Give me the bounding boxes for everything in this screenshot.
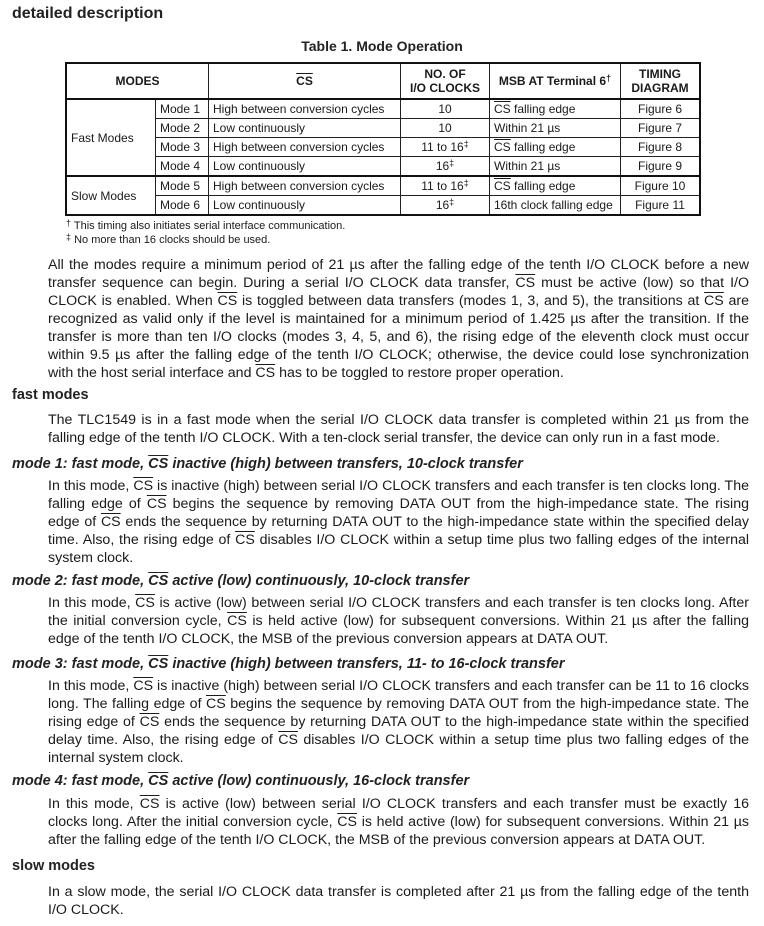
cell-cs: Low continuously <box>209 157 401 177</box>
cell-mode: Mode 1 <box>156 99 209 119</box>
cell-msb <box>490 176 621 196</box>
mode2-heading <box>12 573 469 589</box>
cs-overline: $\overline{CS}$ <box>227 613 247 629</box>
clocks-value: 10 <box>438 121 452 135</box>
dagger-mark: † <box>66 218 72 228</box>
cell-figure: Figure 7 <box>621 119 701 138</box>
cs-overline: $\overline{CS}$ <box>133 478 154 494</box>
cell-clocks <box>401 176 490 196</box>
msb-text: Within 21 µs <box>494 121 561 135</box>
mode3-paragraph <box>48 677 749 767</box>
text: In this mode, <box>48 478 134 494</box>
text: has to be toggled to restore proper operation. <box>275 365 564 381</box>
table-header-row <box>66 63 700 99</box>
text: is toggled between data transfers (modes 1, 3, and 5), the transitions at <box>237 293 705 309</box>
ddagger-mark: ‡ <box>449 197 455 207</box>
cell-clocks <box>401 138 490 157</box>
clocks-value: 11 to 16 <box>421 179 464 193</box>
fast-modes-paragraph: The TLC1549 is in a fast mode when the serial I/O CLOCK data transfer is completed within 21 µs from the falling edge of the tenth I/O CLOCK. With a ten-clock serial transfer, the device can only run in a fast mode. <box>48 412 749 446</box>
cell-msb <box>490 196 621 216</box>
footnote-text: No more than 16 clocks should be used. <box>71 234 271 246</box>
group-fast-modes: Fast Modes <box>66 99 156 176</box>
text: disables I/O CLOCK within a setup time plus two falling edges of the internal system clock. <box>48 532 750 566</box>
msb-text: falling edge <box>510 102 576 116</box>
text: All the modes require a minimum period of 21 µs after the falling edge of the tenth I/O CLOCK before a new transfer sequence can begin. During a serial I/O CLOCK data transfer, <box>48 257 749 291</box>
msb-text: falling edge <box>510 140 576 154</box>
cs-overline: $\overline{CS}$ <box>148 656 169 672</box>
header-timing-line2: DIAGRAM <box>631 81 689 95</box>
cs-overline: $\overline{CS}$ <box>148 456 169 472</box>
ddagger-mark: ‡ <box>66 232 72 242</box>
clocks-value: 16 <box>435 198 450 212</box>
header-cs-text: $\overline{CS}$ <box>296 74 313 88</box>
fast-modes-heading: fast modes <box>12 387 89 403</box>
msb-text: 16th clock falling edge <box>494 198 613 212</box>
text: ends the sequence by returning DATA OUT to the high-impedance state within the specified delay time. Also, the rising edge of <box>48 514 749 548</box>
table-caption <box>0 38 764 54</box>
header-msb <box>490 63 621 99</box>
cs-overline: $\overline{CS}$ <box>206 696 226 712</box>
text: are recognized as valid only if the level is maintained for a minimum period of 1.425 µs after the transition. If the transfer is more than ten I/O clocks (modes 3, 4, 5, and 6), the rising edge of the eleventh clock must occur within 9.5 µs after the falling edge of the tenth I/O CLOCK; otherwise, the device could lose synchronization with the host serial interface and <box>48 293 749 381</box>
cell-figure: Figure 11 <box>621 196 701 216</box>
header-clocks-line1: NO. OF <box>424 67 466 81</box>
text: is held active (low) for subsequent conversions. Within 21 µs after the falling edge of the tenth I/O CLOCK, the MSB of the previous conversion appears at DATA OUT. <box>48 814 749 848</box>
cs-overline: $\overline{CS}$ <box>148 573 169 589</box>
cell-msb <box>490 157 621 177</box>
clocks-value: 16 <box>435 159 450 173</box>
text: ends the sequence by returning DATA OUT to the high-impedance state within the specified delay time. Also, the rising edge of <box>48 714 749 748</box>
cs-overline: $\overline{CS}$ <box>135 595 155 611</box>
table-caption-text: Table 1. Mode Operation <box>301 38 463 54</box>
header-timing-line1: TIMING <box>639 67 681 81</box>
header-modes-text: MODES <box>115 74 160 88</box>
text: inactive (high) between transfers, 11- to 16-clock transfer <box>168 656 565 672</box>
mode3-heading <box>12 656 565 672</box>
slow-modes-heading: slow modes <box>12 858 95 874</box>
dagger-mark: † <box>606 73 612 83</box>
clocks-value: 10 <box>438 102 452 116</box>
cell-figure: Figure 8 <box>621 138 701 157</box>
table-row <box>66 99 700 119</box>
group-slow-modes: Slow Modes <box>66 176 156 215</box>
cs-overline: $\overline{CS}$ <box>146 496 167 512</box>
cs-overline: $\overline{CS}$ <box>133 678 154 694</box>
text: disables I/O CLOCK within a setup time plus two falling edges of the internal system clock. <box>48 732 749 766</box>
text: active (low) continuously, 16-clock transfer <box>168 773 470 789</box>
mode1-paragraph <box>48 477 749 567</box>
header-io-clocks <box>401 63 490 99</box>
cell-cs: High between conversion cycles <box>209 138 401 157</box>
cell-figure: Figure 9 <box>621 157 701 177</box>
table-row <box>66 176 700 196</box>
text: active (low) continuously, 10-clock transfer <box>168 573 470 589</box>
text: is active (low) between serial I/O CLOCK transfers and each transfer must be exactly 16 clocks long. After the initial conversion cycle, <box>48 796 749 830</box>
header-modes <box>66 63 209 99</box>
cs-overline: $\overline{CS}$ <box>494 102 511 116</box>
cell-clocks <box>401 157 490 177</box>
clocks-value: 11 to 16 <box>421 140 464 154</box>
ddagger-mark: ‡ <box>463 178 469 188</box>
cell-mode: Mode 5 <box>156 176 209 196</box>
footnote-text: This timing also initiates serial interface communication. <box>71 220 346 232</box>
cell-cs: High between conversion cycles <box>209 99 401 119</box>
text: begins the sequence by removing DATA OUT from the high-impedance state. The rising edge of <box>48 696 749 730</box>
table-footnotes <box>66 219 345 247</box>
text: must be active (low) so that I/O CLOCK is enabled. When <box>48 275 750 309</box>
msb-text: Within 21 µs <box>494 159 561 173</box>
cell-cs: High between conversion cycles <box>209 176 401 196</box>
cs-overline: $\overline{CS}$ <box>704 293 724 309</box>
text: In this mode, <box>48 678 134 694</box>
cs-overline: $\overline{CS}$ <box>494 140 511 154</box>
mode4-heading <box>12 773 469 789</box>
text: mode 4: fast mode, <box>12 773 149 789</box>
header-msb-text: MSB AT Terminal 6 <box>498 74 607 88</box>
cell-mode: Mode 2 <box>156 119 209 138</box>
table-row <box>66 196 700 216</box>
text: mode 2: fast mode, <box>12 573 149 589</box>
cell-msb <box>490 99 621 119</box>
cell-clocks <box>401 119 490 138</box>
mode1-heading <box>12 456 523 472</box>
text: In this mode, <box>48 595 136 611</box>
table-row <box>66 138 700 157</box>
cell-figure: Figure 10 <box>621 176 701 196</box>
cell-clocks <box>401 196 490 216</box>
text: is active (low) between serial I/O CLOCK transfers and each transfer is ten clocks long. After the initial conversion cycle, <box>48 595 749 629</box>
table-row <box>66 157 700 177</box>
cs-overline: $\overline{CS}$ <box>494 179 511 193</box>
footnote-dagger <box>66 219 345 233</box>
table-row <box>66 119 700 138</box>
cell-msb <box>490 138 621 157</box>
intro-paragraph <box>48 256 749 382</box>
mode-operation-table <box>65 62 701 216</box>
text: mode 3: fast mode, <box>12 656 149 672</box>
cell-cs: Low continuously <box>209 119 401 138</box>
cs-overline: $\overline{CS}$ <box>139 714 160 730</box>
text: is inactive (high) between serial I/O CLOCK transfers and each transfer can be 11 to 16 clocks long. The falling edge of <box>48 678 749 712</box>
cell-mode: Mode 6 <box>156 196 209 216</box>
ddagger-mark: ‡ <box>449 158 455 168</box>
cs-overline: $\overline{CS}$ <box>255 365 276 381</box>
text: inactive (high) between transfers, 10-clock transfer <box>168 456 523 472</box>
header-cs <box>209 63 401 99</box>
cell-clocks <box>401 99 490 119</box>
msb-text: falling edge <box>510 179 576 193</box>
mode4-paragraph <box>48 795 749 849</box>
cell-cs: Low continuously <box>209 196 401 216</box>
header-clocks-line2: I/O CLOCKS <box>409 81 480 95</box>
mode2-paragraph <box>48 594 749 648</box>
cs-overline: $\overline{CS}$ <box>100 514 121 530</box>
page-title: detailed description <box>12 5 164 22</box>
cs-overline: $\overline{CS}$ <box>139 796 160 812</box>
cell-mode: Mode 3 <box>156 138 209 157</box>
cs-overline: $\overline{CS}$ <box>337 814 357 830</box>
cs-overline: $\overline{CS}$ <box>278 732 298 748</box>
text: is inactive (high) between serial I/O CLOCK transfers and each transfer is ten clocks long. The falling edge of <box>48 478 749 512</box>
cs-overline: $\overline{CS}$ <box>235 532 255 548</box>
text: mode 1: fast mode, <box>12 456 149 472</box>
text: In this mode, <box>48 796 140 812</box>
cell-msb <box>490 119 621 138</box>
cell-figure: Figure 6 <box>621 99 701 119</box>
cs-overline: $\overline{CS}$ <box>515 275 536 291</box>
ddagger-mark: ‡ <box>463 139 469 149</box>
cs-overline: $\overline{CS}$ <box>217 293 238 309</box>
text: is held active (low) for subsequent conversions. Within 21 µs after the falling edge of the tenth I/O CLOCK, the MSB of the previous conversion appears at DATA OUT. <box>48 613 749 647</box>
text: begins the sequence by removing DATA OUT from the high-impedance state. The rising edge of <box>48 496 749 530</box>
cell-mode: Mode 4 <box>156 157 209 177</box>
slow-modes-paragraph: In a slow mode, the serial I/O CLOCK data transfer is completed after 21 µs from the falling edge of the tenth I/O CLOCK. <box>48 884 749 918</box>
header-timing <box>621 63 701 99</box>
footnote-ddagger <box>66 233 345 247</box>
cs-overline: $\overline{CS}$ <box>148 773 169 789</box>
